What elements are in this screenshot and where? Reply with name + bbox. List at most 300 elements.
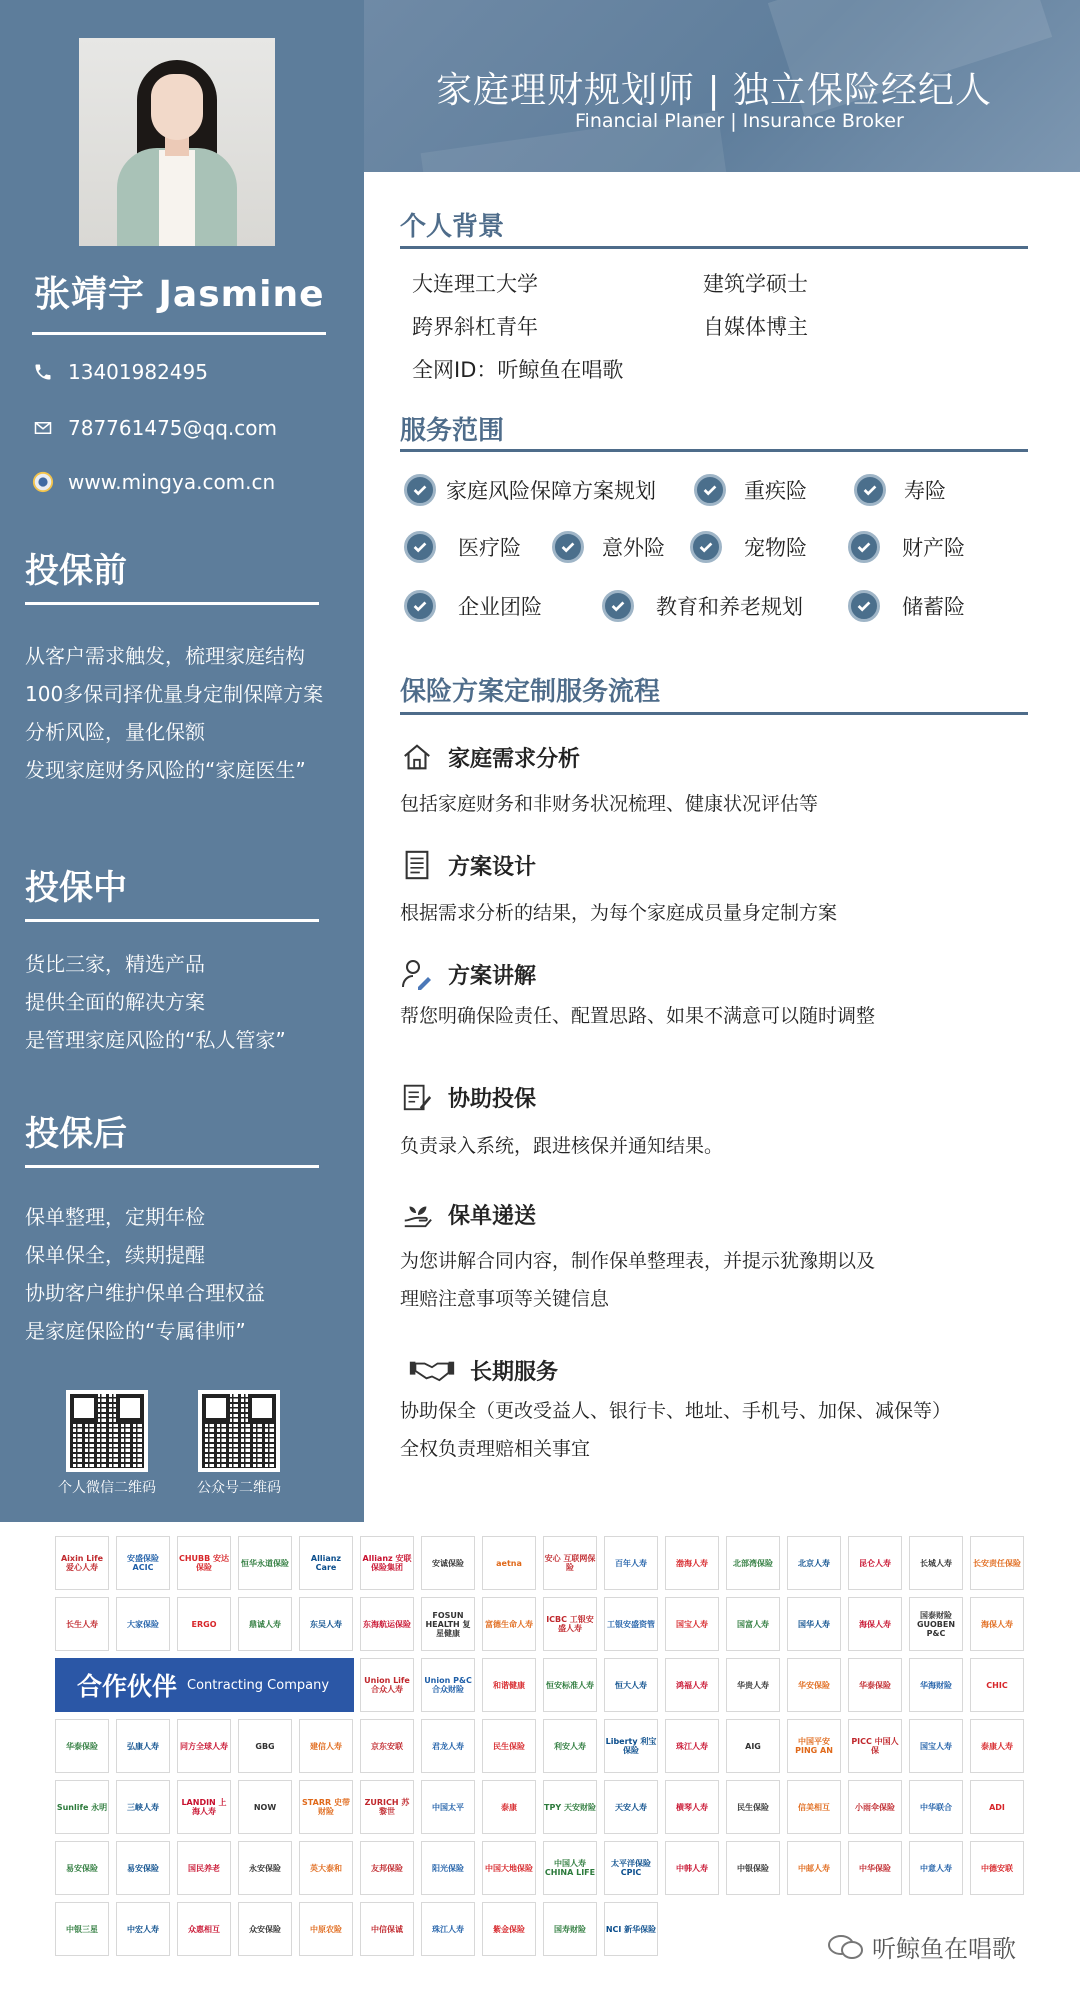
partner-logo-label: 昆仑人寿: [859, 1558, 891, 1568]
partner-logo: [970, 1536, 1024, 1590]
partner-logo-label: 英大泰和: [310, 1863, 342, 1873]
partner-logo-label: 中原农险: [310, 1924, 342, 1934]
section-line: 保单整理，定期年检: [25, 1205, 205, 1229]
partner-logo-label: 弘康人寿: [127, 1741, 159, 1751]
check-icon: [602, 590, 634, 622]
website-row[interactable]: [32, 470, 275, 494]
partner-logo-label: 中信保诚: [371, 1924, 403, 1934]
partner-logo-label: 友邦保险: [371, 1863, 403, 1873]
service-item: 宠物险: [690, 531, 807, 563]
partner-logo-label: 紫金保险: [493, 1924, 525, 1934]
section-title-before: 投保前: [25, 551, 127, 591]
partner-logo-label: aetna: [496, 1558, 522, 1568]
partner-logo: [604, 1597, 658, 1651]
partner-logo: [726, 1658, 780, 1712]
process-divider: [400, 712, 1028, 715]
company-badge-icon: [32, 471, 54, 493]
service-item: 教育和养老规划: [602, 590, 803, 622]
partner-logo: [970, 1780, 1024, 1834]
partner-logo: [543, 1536, 597, 1590]
check-icon: [848, 531, 880, 563]
partner-logo: [116, 1841, 170, 1895]
background-item: 全网ID：听鲸鱼在唱歌: [412, 358, 624, 382]
mail-icon: [32, 417, 54, 439]
partner-logo-label: 东海航运保险: [363, 1619, 411, 1629]
partner-logo: [360, 1597, 414, 1651]
section-line: 是家庭保险的“专属律师”: [25, 1319, 246, 1343]
section-line: 100多保司择优量身定制保障方案: [25, 682, 324, 706]
partner-logo: [421, 1841, 475, 1895]
check-icon: [552, 531, 584, 563]
partner-logo-label: Allianz Care: [310, 1554, 342, 1572]
partner-logo-label: Sunlife 永明: [56, 1802, 108, 1812]
partner-logo: [787, 1597, 841, 1651]
process-step-1-desc: 包括家庭财务和非财务状况梳理、健康状况评估等: [400, 793, 819, 815]
process-step-5-desc: [400, 1242, 875, 1318]
partner-logo: [848, 1536, 902, 1590]
email-address: 787761475@qq.com: [68, 416, 277, 440]
phone-number: 13401982495: [68, 360, 208, 384]
partner-logo-label: 恒大人寿: [615, 1680, 647, 1690]
section-lines-before: [25, 637, 323, 789]
section-title-after: 投保后: [25, 1114, 127, 1154]
partner-logo: [55, 1841, 109, 1895]
background-divider: [400, 246, 1028, 249]
partner-logo: [665, 1780, 719, 1834]
partner-logo-label: 国寿财险: [554, 1924, 586, 1934]
section-title-during: 投保中: [25, 868, 127, 908]
wechat-qr-label: 个人微信二维码: [58, 1480, 156, 1496]
partner-logo: [55, 1902, 109, 1956]
partner-logo: [482, 1597, 536, 1651]
partner-logo: [665, 1536, 719, 1590]
partner-logo: [299, 1536, 353, 1590]
partners-banner: [55, 1658, 354, 1712]
desc-line: 为您讲解合同内容，制作保单整理表，并提示犹豫期以及: [400, 1250, 876, 1272]
partner-logo: [299, 1841, 353, 1895]
partner-logo: [360, 1536, 414, 1590]
section-divider-before: [25, 602, 319, 605]
partner-logo-label: 国宝人寿: [920, 1741, 952, 1751]
partner-logo: [116, 1719, 170, 1773]
partner-logo: [482, 1780, 536, 1834]
check-icon: [848, 590, 880, 622]
partner-logo-label: 中银保险: [737, 1863, 769, 1873]
partner-logo-label: Union P&C 合众财险: [424, 1676, 472, 1694]
check-icon: [694, 474, 726, 506]
background-item: 自媒体博主: [703, 315, 808, 339]
partner-logo-label: 渤海人寿: [676, 1558, 708, 1568]
partner-logo-label: 国泰财险 GUOBEN P&C: [916, 1610, 956, 1638]
website-url: www.mingya.com.cn: [68, 470, 276, 494]
partner-logo-label: 中德安联: [981, 1863, 1013, 1873]
partner-logo: [787, 1780, 841, 1834]
partner-logo: [543, 1658, 597, 1712]
partner-logo-label: 众惠相互: [188, 1924, 220, 1934]
partner-logo: [543, 1597, 597, 1651]
partner-logo-label: 同方全球人寿: [180, 1741, 228, 1751]
watermark-text: 听鲸鱼在唱歌: [872, 1935, 1016, 1963]
header-subtitle: Financial Planer | Insurance Broker: [575, 110, 904, 132]
partner-logo-label: 恒华永道保险: [241, 1558, 289, 1568]
partner-logo: [238, 1780, 292, 1834]
partner-logo: [543, 1719, 597, 1773]
handshake-icon: [408, 1353, 456, 1387]
partner-logo-label: 泰康人寿: [981, 1741, 1013, 1751]
partner-logo: [177, 1536, 231, 1590]
partner-logo-label: 天安人寿: [615, 1802, 647, 1812]
partner-logo: [238, 1536, 292, 1590]
partner-logo-label: 永安保险: [249, 1863, 281, 1873]
partner-logo: [848, 1841, 902, 1895]
partner-logo: [543, 1902, 597, 1956]
check-icon: [690, 531, 722, 563]
email-row[interactable]: [32, 416, 277, 440]
profile-name: 张靖宇 Jasmine: [34, 274, 325, 315]
partner-logo-label: 富德生命人寿: [485, 1619, 533, 1629]
wechat-icon: [828, 1934, 864, 1960]
partner-logo: [360, 1658, 414, 1712]
partner-logo-label: Aixin Life 爱心人寿: [60, 1554, 104, 1572]
partner-logo-label: 华贵人寿: [737, 1680, 769, 1690]
process-step-3-desc: 帮您明确保险责任、配置思路、如果不满意可以随时调整: [400, 1005, 876, 1027]
partner-logo: [421, 1902, 475, 1956]
partner-logo: [238, 1841, 292, 1895]
process-step-3: 方案讲解: [400, 957, 536, 991]
partner-logo-label: 中意人寿: [920, 1863, 952, 1873]
section-divider-after: [25, 1165, 319, 1168]
partner-logo: [787, 1536, 841, 1590]
partner-logo-label: CHUBB 安达保险: [178, 1554, 230, 1572]
partner-logo-label: NCI 新华保险: [605, 1924, 657, 1934]
partner-logo: [421, 1597, 475, 1651]
desc-line: 协助保全（更改受益人、银行卡、地址、手机号、加保、减保等）: [400, 1400, 952, 1422]
process-step-6: 长期服务: [408, 1353, 558, 1387]
background-item: 大连理工大学: [412, 272, 538, 296]
partner-logo-label: 鸿福人寿: [676, 1680, 708, 1690]
partner-logo: [360, 1902, 414, 1956]
partner-logo-label: 太平洋保险 CPIC: [611, 1859, 651, 1877]
partner-logo: [909, 1536, 963, 1590]
phone-icon: [32, 361, 54, 383]
partner-logo-label: 阳光保险: [432, 1863, 464, 1873]
background-title: 个人背景: [400, 212, 505, 242]
service-item: 家庭风险保障方案规划: [404, 474, 656, 506]
header-title: 家庭理财规划师 | 独立保险经纪人: [436, 70, 993, 111]
partner-logo-label: TPY 天安财险: [544, 1802, 596, 1812]
partner-logo-label: 海保人寿: [981, 1619, 1013, 1629]
partner-logo-label: CHIC: [986, 1680, 1008, 1690]
partner-logo-label: 安诚保险: [432, 1558, 464, 1568]
services-divider: [400, 449, 1028, 452]
profile-photo: [79, 38, 275, 246]
partner-logo-label: 中宏人寿: [127, 1924, 159, 1934]
partner-logo-label: 安心 互联网保险: [544, 1554, 596, 1572]
hand-plant-icon: [400, 1197, 434, 1231]
official-account-qr-label: 公众号二维码: [197, 1480, 281, 1496]
partner-logo: [665, 1719, 719, 1773]
partner-logo-label: 中国太平: [432, 1802, 464, 1812]
partner-logo-label: 众安保险: [249, 1924, 281, 1934]
section-line: 提供全面的解决方案: [25, 990, 205, 1014]
partner-logo-label: Liberty 利宝保险: [605, 1737, 657, 1755]
partner-logo-label: 中韩人寿: [676, 1863, 708, 1873]
partner-logo-label: 国华人寿: [798, 1619, 830, 1629]
partner-logo: [116, 1597, 170, 1651]
partner-logo: [482, 1841, 536, 1895]
partner-logo: [787, 1719, 841, 1773]
partner-logo: [909, 1780, 963, 1834]
partner-logo-label: 华泰保险: [859, 1680, 891, 1690]
partner-logo-label: 华海财险: [920, 1680, 952, 1690]
partner-logo: [299, 1719, 353, 1773]
name-divider: [32, 332, 326, 335]
partner-logo: [665, 1658, 719, 1712]
process-step-6-desc: [400, 1392, 951, 1468]
partner-logo-label: 建信人寿: [310, 1741, 342, 1751]
background-item: 跨界斜杠青年: [412, 315, 538, 339]
partner-logo-label: ZURICH 苏黎世: [364, 1798, 410, 1816]
section-lines-during: [25, 945, 286, 1059]
process-step-4: 协助投保: [400, 1080, 536, 1114]
check-icon: [404, 531, 436, 563]
partner-logo-label: 国民养老: [188, 1863, 220, 1873]
partner-logo: [604, 1902, 658, 1956]
partner-logo: [482, 1536, 536, 1590]
document-icon: [400, 848, 434, 882]
desc-line: 理赔注意事项等关键信息: [400, 1288, 610, 1310]
partner-logo-label: Union Life 合众人寿: [364, 1676, 410, 1694]
partner-logo-label: 中银三星: [66, 1924, 98, 1934]
partner-logo-label: GBG: [255, 1741, 275, 1751]
partner-logo-label: 泰康: [501, 1802, 517, 1812]
partner-logo: [55, 1719, 109, 1773]
partner-logo: [604, 1841, 658, 1895]
partner-logo-label: 珠江人寿: [676, 1741, 708, 1751]
section-divider-during: [25, 919, 319, 922]
partner-logo: [421, 1658, 475, 1712]
partner-logo-label: 华安保险: [798, 1680, 830, 1690]
partner-logo: [177, 1719, 231, 1773]
partner-logo: [848, 1597, 902, 1651]
partner-logo-label: 小雨伞保险: [855, 1802, 895, 1812]
partner-logo: [55, 1780, 109, 1834]
partner-logo: [238, 1719, 292, 1773]
partner-logo: [726, 1841, 780, 1895]
partner-logo-label: 百年人寿: [615, 1558, 647, 1568]
section-line: 协助客户维护保单合理权益: [25, 1281, 265, 1305]
section-line: 保单保全，续期提醒: [25, 1243, 205, 1267]
partner-logo: [177, 1780, 231, 1834]
partner-logo-label: 君龙人寿: [432, 1741, 464, 1751]
partner-logo-label: STARR 史带财险: [302, 1798, 350, 1816]
partner-logo: [909, 1841, 963, 1895]
service-item: 重疾险: [694, 474, 807, 506]
official-account-qr-code[interactable]: [198, 1390, 280, 1472]
section-lines-after: [25, 1198, 265, 1350]
background-item: 建筑学硕士: [703, 272, 808, 296]
process-step-4-desc: 负责录入系统，跟进核保并通知结果。: [400, 1135, 724, 1157]
process-step-5: 保单递送: [400, 1197, 536, 1231]
partner-logo-label: 中国大地保险: [485, 1863, 533, 1873]
partner-logo-label: 中国人寿 CHINA LIFE: [544, 1859, 596, 1877]
partner-logo-label: 安盛保险 ACIC: [127, 1554, 159, 1572]
section-line: 发现家庭财务风险的“家庭医生”: [25, 758, 306, 782]
partner-logo: [726, 1780, 780, 1834]
partner-logo-label: 中邮人寿: [798, 1863, 830, 1873]
partner-logo: [299, 1780, 353, 1834]
partner-logo: [604, 1780, 658, 1834]
service-item: 医疗险: [404, 531, 521, 563]
person-pen-icon: [400, 957, 434, 991]
service-item: 财产险: [848, 531, 965, 563]
partner-logo: [787, 1841, 841, 1895]
services-title: 服务范围: [400, 416, 505, 446]
partner-logo: [787, 1658, 841, 1712]
partner-logo-label: 三峡人寿: [127, 1802, 159, 1812]
partner-logo-label: 中国平安 PING AN: [795, 1737, 833, 1755]
partner-logo-label: AIG: [745, 1741, 761, 1751]
partner-logo-label: 鼎诚人寿: [249, 1619, 281, 1629]
partner-logo: [970, 1597, 1024, 1651]
partner-logo: [482, 1658, 536, 1712]
partner-logo-label: 国宝人寿: [676, 1619, 708, 1629]
service-item: 意外险: [552, 531, 665, 563]
partner-logo-label: 横琴人寿: [676, 1802, 708, 1812]
partner-logo: [665, 1597, 719, 1651]
section-line: 从客户需求触发，梳理家庭结构: [25, 644, 305, 668]
partner-logo-label: 北部湾保险: [733, 1558, 773, 1568]
partner-logo-label: 恒安标准人寿: [546, 1680, 594, 1690]
partner-logo: [360, 1719, 414, 1773]
section-line: 货比三家，精选产品: [25, 952, 205, 976]
partner-logo: [543, 1780, 597, 1834]
partner-logo-label: 北京人寿: [798, 1558, 830, 1568]
partner-logo: [604, 1719, 658, 1773]
partner-logo-label: 易安保险: [66, 1863, 98, 1873]
partner-logo: [909, 1597, 963, 1651]
process-title: 保险方案定制服务流程: [400, 677, 661, 707]
partner-logo: [55, 1536, 109, 1590]
partner-logo-label: LANDIN 上海人寿: [181, 1798, 227, 1816]
partner-logo-label: 易安保险: [127, 1863, 159, 1873]
section-line: 是管理家庭风险的“私人管家”: [25, 1028, 286, 1052]
process-step-1: 家庭需求分析: [400, 740, 580, 774]
partner-logo-label: 民生保险: [737, 1802, 769, 1812]
partner-logo: [604, 1658, 658, 1712]
partner-logo: [665, 1841, 719, 1895]
partner-logo: [726, 1719, 780, 1773]
phone-row[interactable]: [32, 360, 208, 384]
service-item: 企业团险: [404, 590, 542, 622]
house-icon: [400, 740, 434, 774]
check-icon: [404, 590, 436, 622]
partner-logo-label: 珠江人寿: [432, 1924, 464, 1934]
partner-logo-label: 工银安盛资管: [607, 1619, 655, 1629]
partners-banner-cn: 合作伙伴: [77, 1672, 178, 1701]
partner-logo-label: 华泰保险: [66, 1741, 98, 1751]
partner-logo-label: PICC 中国人保: [851, 1737, 899, 1755]
partner-logo-label: 大家保险: [127, 1619, 159, 1629]
partner-logo: [421, 1719, 475, 1773]
partner-logo: [543, 1841, 597, 1895]
check-icon: [854, 474, 886, 506]
watermark: [828, 1929, 1016, 1964]
section-line: 分析风险，量化保额: [25, 720, 205, 744]
partner-logo-label: 海保人寿: [859, 1619, 891, 1629]
partners-banner-en: Contracting Company: [187, 1677, 330, 1693]
partner-logo-label: 信美相互: [798, 1802, 830, 1812]
partner-logo: [604, 1536, 658, 1590]
partner-logo-label: ADI: [989, 1802, 1005, 1812]
partner-logo-label: 国富人寿: [737, 1619, 769, 1629]
partner-logo: [970, 1719, 1024, 1773]
partner-logo: [177, 1597, 231, 1651]
partner-logo: [116, 1780, 170, 1834]
partner-logo-label: ERGO: [191, 1619, 217, 1629]
partner-logo: [970, 1658, 1024, 1712]
partner-logo-label: ICBC 工银安盛人寿: [546, 1615, 594, 1633]
partner-logo-label: 长安责任保险: [973, 1558, 1021, 1568]
process-step-2-desc: 根据需求分析的结果，为每个家庭成员量身定制方案: [400, 902, 838, 924]
left-sidebar: [0, 0, 364, 1522]
service-item: 寿险: [854, 474, 946, 506]
service-item: 储蓄险: [848, 590, 965, 622]
wechat-qr-code[interactable]: [66, 1390, 148, 1472]
partner-logo-label: 利安人寿: [554, 1741, 586, 1751]
header-band: [364, 0, 1080, 172]
partner-logo: [848, 1780, 902, 1834]
partner-logo: [421, 1536, 475, 1590]
partner-logo: [726, 1536, 780, 1590]
partner-logo: [482, 1902, 536, 1956]
partner-logo: [909, 1658, 963, 1712]
partner-logo: [299, 1902, 353, 1956]
partner-logo: [360, 1780, 414, 1834]
partner-logo: [848, 1719, 902, 1773]
partner-logo: [116, 1902, 170, 1956]
form-pen-icon: [400, 1080, 434, 1114]
partner-logo: [909, 1719, 963, 1773]
partner-logo: [421, 1780, 475, 1834]
partner-logo: [970, 1841, 1024, 1895]
check-icon: [404, 474, 436, 506]
partner-logo: [360, 1841, 414, 1895]
partner-logo-label: 中华联合: [920, 1802, 952, 1812]
partner-logo-label: FOSUN HEALTH 复星健康: [425, 1610, 471, 1638]
partner-logo-label: 和谐健康: [493, 1680, 525, 1690]
partner-logo-label: 中华保险: [859, 1863, 891, 1873]
partner-logo: [238, 1597, 292, 1651]
partner-logo: [238, 1902, 292, 1956]
partner-logo-label: 京东安联: [371, 1741, 403, 1751]
partner-logo: [177, 1841, 231, 1895]
partner-logo: [848, 1658, 902, 1712]
desc-line: 全权负责理赔相关事宜: [400, 1438, 591, 1460]
partner-logo-label: 东吴人寿: [310, 1619, 342, 1629]
partner-logo: [116, 1536, 170, 1590]
partner-logo-label: NOW: [253, 1802, 277, 1812]
partner-logo: [299, 1597, 353, 1651]
partner-logo: [177, 1902, 231, 1956]
process-step-2: 方案设计: [400, 848, 536, 882]
partner-logo: [726, 1597, 780, 1651]
partner-logo: [482, 1719, 536, 1773]
partner-logo-label: 民生保险: [493, 1741, 525, 1751]
partner-logo-label: Allianz 安联保险集团: [362, 1554, 412, 1572]
partner-logo-label: 长城人寿: [920, 1558, 952, 1568]
partner-logo: [55, 1597, 109, 1651]
